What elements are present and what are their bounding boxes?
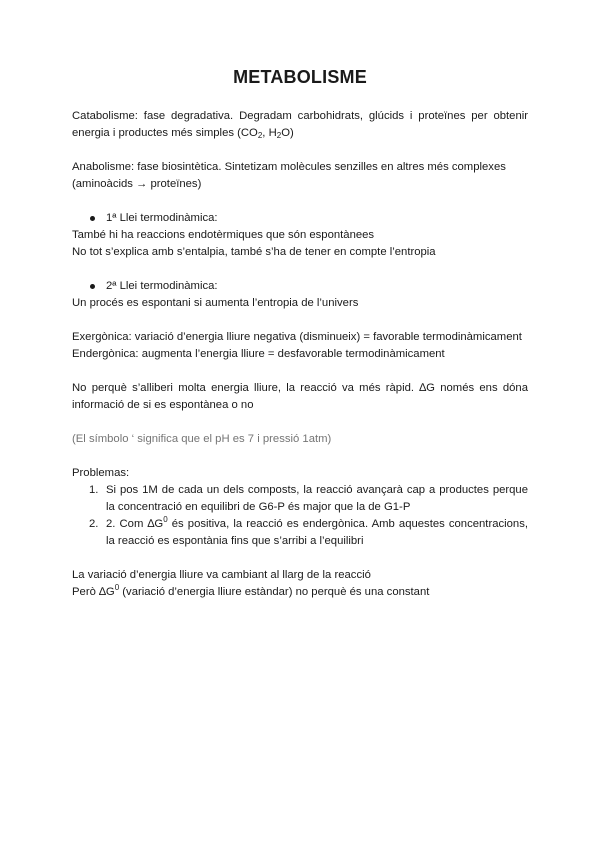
anabolism-line-2: (aminoàcids → proteïnes): [72, 178, 202, 190]
anabolism-line-1: Anabolisme: fase biosintètica. Sintetizam molècules senzilles en altres més complexes: [72, 161, 506, 173]
energy-section: [72, 329, 528, 363]
bullet-dot-icon: [90, 284, 95, 289]
conclusion-section: [72, 567, 528, 601]
catabolism-paragraph: Catabolisme: fase degradativa. Degradam carbohidrats, glúcids i proteïnes per obtenir energia i productes més simples ($CO_2$, $H_2O$): [72, 110, 528, 140]
first-law-heading: 1ª Llei termodinàmica:: [72, 210, 528, 227]
anabolism-paragraph: [72, 159, 528, 193]
page-title: METABOLISME: [233, 67, 367, 87]
problems-section: [72, 465, 528, 550]
problem-item-1: 1. Si pos 1M de cada un dels composts, la reacció avançarà cap a productes perque la concentració en equilibri de G6-P és major que la de G1-P: [89, 484, 528, 513]
second-law-line-1: Un procés es espontani si aumenta l’entropia de l’univers: [72, 297, 359, 309]
first-law-section: [72, 210, 528, 261]
problems-list: [72, 482, 528, 550]
problems-heading: Problemas:: [72, 467, 130, 479]
conclusion-line-1: La variació d’energia lliure va cambiant al llarg de la reacció: [72, 569, 371, 581]
symbol-note: (El símbolo ‘ significa que el pH es 7 i pressió 1atm): [72, 433, 332, 445]
bullet-dot-icon: [90, 216, 95, 221]
delta-g-note: No perquè s’alliberi molta energia lliure, la reacció va més ràpid. ∆G només ens dóna informació de si es espontànea o no: [72, 382, 528, 411]
first-law-line-1: També hi ha reaccions endotèrmiques que són espontànees: [72, 229, 375, 241]
conclusion-line-2: Però $\Delta G^0$ (variació d’energia lliure estàndar) no perquè és una constant: [72, 583, 430, 598]
first-law-line-2: No tot s’explica amb s’entalpia, també s’ha de tener en compte l’entropia: [72, 246, 436, 258]
document-page: [72, 66, 528, 601]
second-law-heading: 2ª Llei termodinàmica:: [72, 278, 528, 295]
exergonic-line: Exergònica: variació d’energia lliure negativa (disminueix) = favorable termodinàmicament: [72, 331, 522, 343]
endergonic-line: Endergònica: augmenta l’energia lliure = desfavorable termodinàmicament: [72, 348, 445, 360]
problem-item-2: 2. 2. Com $\Delta G^0$ és positiva, la reacció es endergònica. Amb aquestes concentracions, la reacció es espontània fins que s’arribi a l’equilibri: [89, 515, 528, 547]
second-law-section: [72, 278, 528, 312]
